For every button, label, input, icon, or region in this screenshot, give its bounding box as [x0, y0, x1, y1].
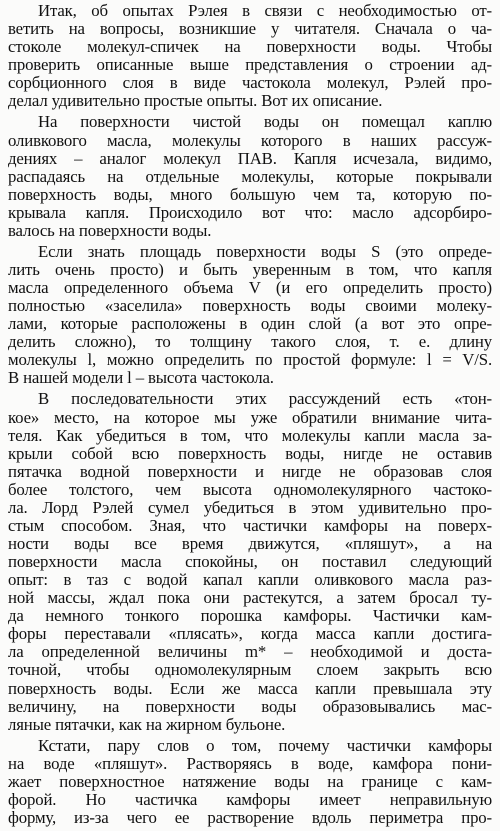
text-line: В последовательности этих рассуждений есть «тон-: [38, 389, 492, 409]
text-line: жает поверхностное натяжение воды на границе с кам-: [8, 771, 492, 791]
text-line: форы переставали «плясать», когда масса капли достига-: [8, 624, 492, 644]
text-line: более толстого, чем высота одномолекулярного частоко-: [8, 479, 492, 499]
text-line: кое» место, на которое мы уже обратили внимание чита-: [8, 407, 492, 427]
text-line: крывала капля. Происходило вот что: масло адсорбиро-: [8, 202, 492, 222]
text-line: дениях – аналог молекул ПАВ. Капля исчезала, видимо,: [8, 148, 492, 168]
text-line: молекулы l, можно определить по простой формуле: l = V/S.: [8, 350, 492, 370]
text-line: масла определенного объема V (и его определить просто): [8, 278, 492, 297]
text-line: стым способом. Зная, что частички камфоры на поверх-: [8, 515, 492, 535]
text-line: ности воды все время движутся, «пляшут», а на: [8, 533, 492, 553]
text-line: точной, чтобы одномолекулярным слоем закрыть всю: [8, 660, 492, 680]
text-line: ла определенной величины m* – необходимой и доста-: [8, 642, 492, 662]
text-line: пятачка водной поверхности и нигде не образовав слоя: [8, 461, 492, 481]
text-line: крыли собой всю поверхность воды, нигде не оставив: [8, 443, 492, 463]
text-line: оливкового масла, молекулы которого в наших рассуж-: [8, 130, 492, 150]
text-line: поверхность воды. Если же масса капли превышала эту: [8, 678, 492, 698]
text-line: стоколе молекул-спичек на поверхности воды. Чтобы: [8, 37, 492, 57]
text-line: форму, из-за чего ее растворение вдоль периметра про-: [8, 807, 492, 827]
text-line: сорбционного слоя в виде частокола молекул, Рэлей про-: [8, 73, 492, 93]
text-line: ной массы, ждал пока они растекутся, а затем бросал ту-: [8, 588, 492, 608]
text-line: В нашей модели l – высота частокола.: [8, 368, 274, 388]
text-line: поверхность воды, много большую чем та, которую по-: [8, 184, 492, 204]
text-line: Итак, об опытах Рэлея в связи с необходимостью от-: [38, 1, 492, 20]
text-line: лами, которые расположены в один слой (а вот это опре-: [8, 314, 492, 334]
text-line: На поверхности чистой воды он помещал каплю: [38, 112, 492, 132]
text-line: Если знать площадь поверхности воды S (это опреде-: [38, 241, 492, 261]
text-line: ла. Лорд Рэлей сумел убедиться в этом удивительно про-: [8, 497, 492, 517]
text-line: ветить на вопросы, возникшие у читателя. Сначала о ча-: [8, 19, 492, 39]
text-line: распадаясь на отдельные молекулы, которые покрывали: [8, 166, 492, 186]
text-line: полностью «заселила» поверхность воды своими молеку-: [8, 296, 492, 316]
text-line: ляные пятачки, как на жирном бульоне.: [8, 714, 286, 734]
text-line: проверить описанные выше представления о строении ад-: [8, 55, 492, 75]
text-line: Кстати, пару слов о том, почему частички камфоры: [38, 735, 492, 755]
text-line: делить сложно), то толщину такого слоя, т. е. длину: [8, 332, 492, 352]
text-line: величину, на поверхности воды образовывались мас-: [8, 696, 492, 716]
text-line: лить очень просто) и быть уверенным в том, что капля: [8, 259, 492, 279]
text-line: валось на поверхности воды.: [8, 220, 212, 240]
text-line: на воде «пляшут». Растворяясь в воде, камфора пони-: [8, 753, 492, 773]
text-line: делал удивительно простые опыты. Вот их описание.: [8, 91, 383, 111]
text-line: да немного тонкого порошка камфоры. Частички кам-: [8, 606, 492, 626]
text-line: поверхности масла спокойны, он поставил следующий: [8, 552, 492, 571]
text-line: опыт: в таз с водой капал капли оливкового масла раз-: [8, 570, 492, 590]
text-line: теля. Как убедиться в том, что молекулы капли масла за-: [8, 425, 492, 445]
text-line: форой. Но частичка камфоры имеет неправильную: [8, 789, 492, 809]
